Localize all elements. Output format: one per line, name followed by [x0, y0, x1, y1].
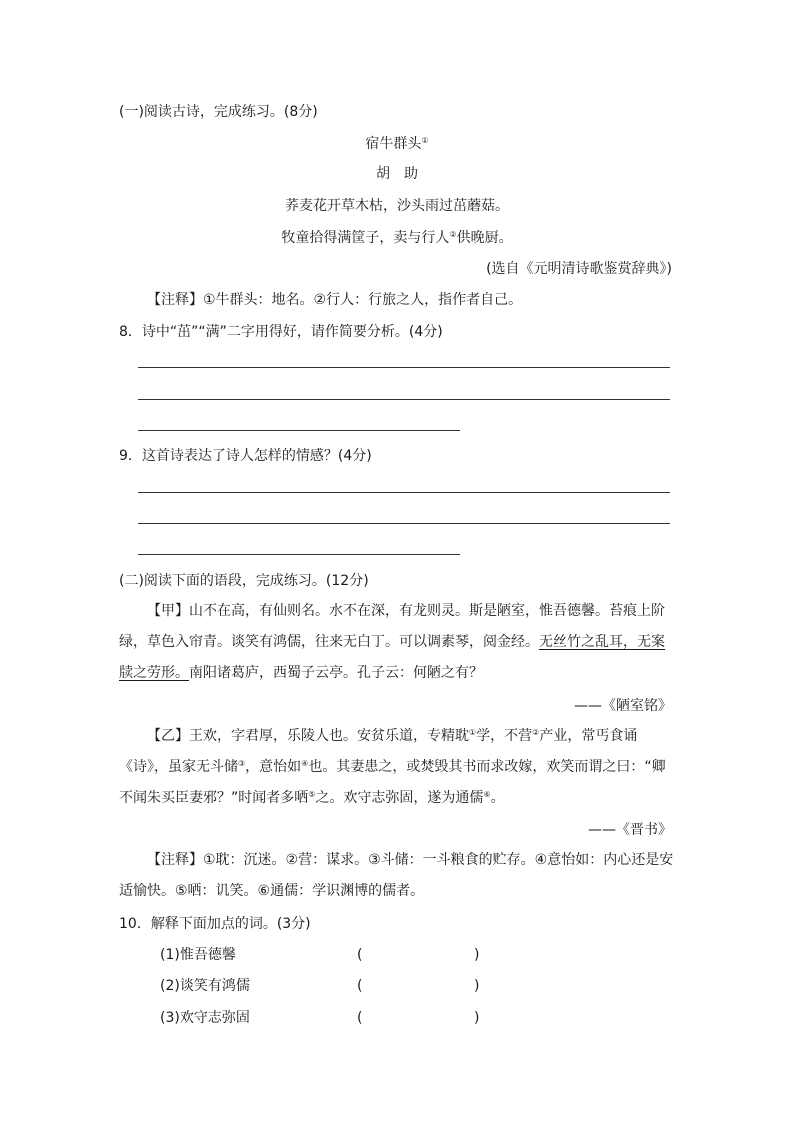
note-marker: ③	[238, 759, 246, 768]
poem-line-2-a: 牧童拾得满筐子，卖与行人	[281, 230, 450, 246]
passage-annotation	[119, 845, 675, 907]
question-8: 8．诗中“茁”“满”二字用得好，请作简要分析。(4分)	[119, 324, 443, 340]
section2-heading: (二)阅读下面的语段，完成练习。(12分)	[119, 573, 369, 589]
poem-title: 宿牛群头	[365, 136, 422, 152]
item-2-label: (2)谈笑有鸿儒	[160, 978, 250, 994]
item-1-open-paren: (	[357, 947, 363, 963]
item-3-open-paren: (	[357, 1010, 363, 1026]
note-marker: ②	[532, 728, 540, 737]
item-2-close-paren: )	[474, 978, 480, 994]
poem-line-1: 荞麦花开草木枯，沙头雨过茁蘑菇。	[285, 198, 509, 214]
passage-yi-text: 学，不营	[476, 728, 533, 744]
passage-yi-text: 。	[490, 790, 505, 806]
poem-annotation: 【注释】①牛群头：地名。②行人：行旅之人，指作者自己。	[147, 292, 523, 308]
poem-line-2-note: ②	[449, 230, 457, 239]
poem-line-2	[0, 228, 794, 248]
passage-yi-text: 产业，常丐食诵《诗》，虽家无斗储	[119, 728, 638, 775]
question-9: 9．这首诗表达了诗人怎样的情感？(4分)	[119, 448, 372, 464]
poem-title-note: ①	[421, 136, 429, 145]
answer-line[interactable]	[138, 554, 460, 555]
poem-source: (选自《元明清诗歌鉴赏辞典》)	[486, 261, 672, 277]
answer-line[interactable]	[138, 430, 460, 431]
question-10: 10．解释下面加点的词。(3分)	[119, 916, 311, 932]
passage-yi-text: 之。欢守志弥固，遂为通儒	[315, 790, 484, 806]
passage-jia-text-end: 南阳诸葛庐，西蜀子云亭。孔子云：何陋之有？	[189, 665, 483, 681]
note-marker: ⑤	[308, 790, 316, 799]
passage-yi-text: 也。其妻患之，或焚毁其书而求改嫁，欢笑而谓之曰：“卿不闻朱买臣妻邪？”时闻者多哂	[119, 759, 666, 806]
answer-line[interactable]	[138, 399, 670, 400]
note-marker: ⑥	[483, 790, 491, 799]
note-marker: ④	[301, 759, 309, 768]
section1-heading: (一)阅读古诗，完成练习。(8分)	[119, 104, 318, 120]
passage-jia	[119, 596, 675, 689]
passage-yi	[119, 721, 675, 814]
passage-annotation-text: 【注释】①耽：沉迷。②营：谋求。③斗储：一斗粮食的贮存。④意怡如：内心还是安适愉快。⑤哂：讥笑。⑥通儒：学识渊博的儒者。	[119, 852, 674, 899]
note-marker: ①	[469, 728, 477, 737]
passage-yi-text: ，意怡如	[245, 759, 302, 775]
poem-title-line	[0, 134, 794, 154]
poem-author: 胡 助	[376, 166, 418, 182]
item-1-close-paren: )	[474, 947, 480, 963]
passage-jia-underlined: 无丝竹之乱耳，无案牍之劳形。	[119, 634, 665, 681]
answer-line[interactable]	[138, 492, 670, 493]
item-1-label: (1)惟吾德馨	[160, 947, 236, 963]
passage-yi-source: ——《晋书》	[588, 822, 672, 838]
answer-line[interactable]	[138, 523, 670, 524]
item-3-label: (3)欢守志弥固	[160, 1010, 250, 1026]
passage-jia-text: 【甲】山不在高，有仙则名。水不在深，有龙则灵。斯是陋室，惟吾德馨。苔痕上阶绿，草色入帘青。谈笑有鸿儒，往来无白丁。可以调素琴，阅金经。	[119, 603, 665, 650]
item-2-open-paren: (	[357, 978, 363, 994]
passage-yi-text: 【乙】王欢，字君厚，乐陵人也。安贫乐道，专精耽	[147, 728, 469, 744]
item-3-close-paren: )	[474, 1010, 480, 1026]
passage-jia-source: ——《陋室铭》	[574, 698, 672, 714]
poem-line-2-b: 供晚厨。	[456, 230, 513, 246]
answer-line[interactable]	[138, 367, 670, 368]
